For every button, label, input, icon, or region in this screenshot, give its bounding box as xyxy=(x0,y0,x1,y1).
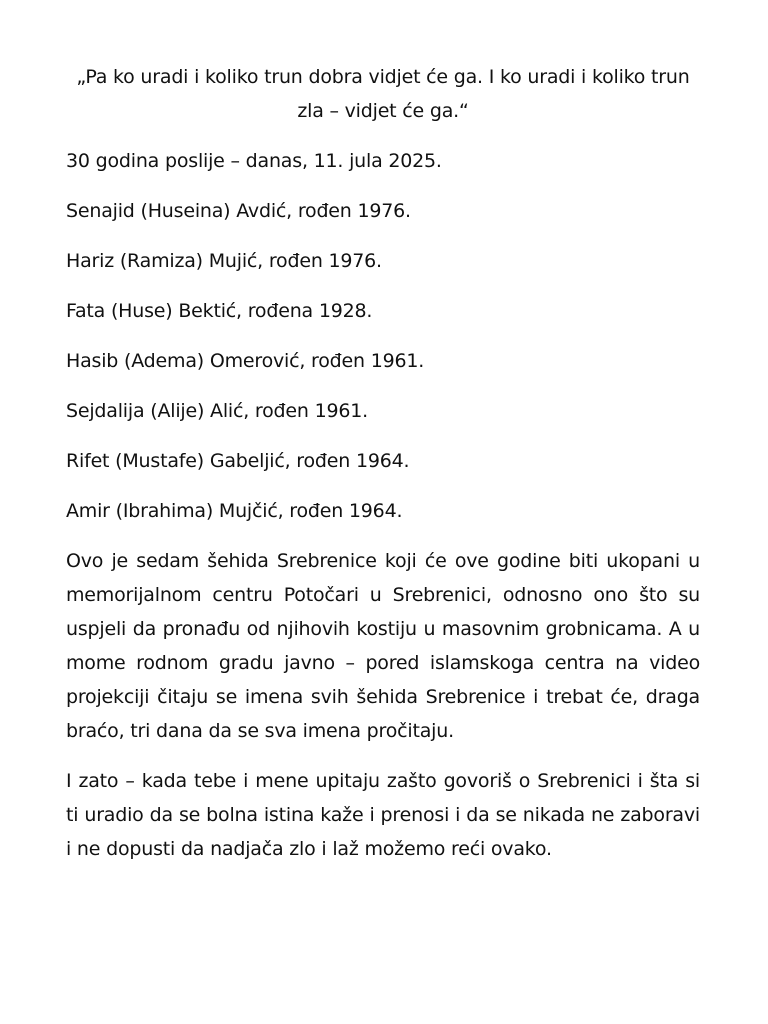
name-entry: Senajid (Huseina) Avdić, rođen 1976. xyxy=(66,200,411,222)
document-page xyxy=(66,60,700,882)
opening-quote: „Pa ko uradi i koliko trun dobra vidjet će ga. I ko uradi i koliko trun zla – vidjet će ga.“ xyxy=(76,66,690,122)
name-entry: Rifet (Mustafe) Gabeljić, rođen 1964. xyxy=(66,450,410,472)
name-entry: Sejdalija (Alije) Alić, rođen 1961. xyxy=(66,400,368,422)
name-entry: Amir (Ibrahima) Mujčić, rođen 1964. xyxy=(66,500,403,522)
name-entry: Fata (Huse) Bektić, rođena 1928. xyxy=(66,300,373,322)
body-paragraph-2: I zato – kada tebe i mene upitaju zašto govoriš o Srebrenici i šta si ti uradio da se bolna istina kaže i prenosi i da se nikada ne zaboravi i ne dopusti da nadjača zlo i laž možemo reći ovako. xyxy=(66,770,700,860)
name-entry: Hariz (Ramiza) Mujić, rođen 1976. xyxy=(66,250,382,272)
date-line: 30 godina poslije – danas, 11. jula 2025. xyxy=(66,150,442,172)
name-entry: Hasib (Adema) Omerović, rođen 1961. xyxy=(66,350,425,372)
body-paragraph-1: Ovo je sedam šehida Srebrenice koji će ove godine biti ukopani u memorijalnom centru Potočari u Srebrenici, odnosno ono što su uspjeli da pronađu od njihovih kostiju u masovnim grobnicama. A u mome rodnom gradu javno – pored islamskoga centra na video projekciji čitaju se imena svih šehida Srebrenice i trebat će, draga braćo, tri dana da se sva imena pročitaju. xyxy=(66,550,700,742)
